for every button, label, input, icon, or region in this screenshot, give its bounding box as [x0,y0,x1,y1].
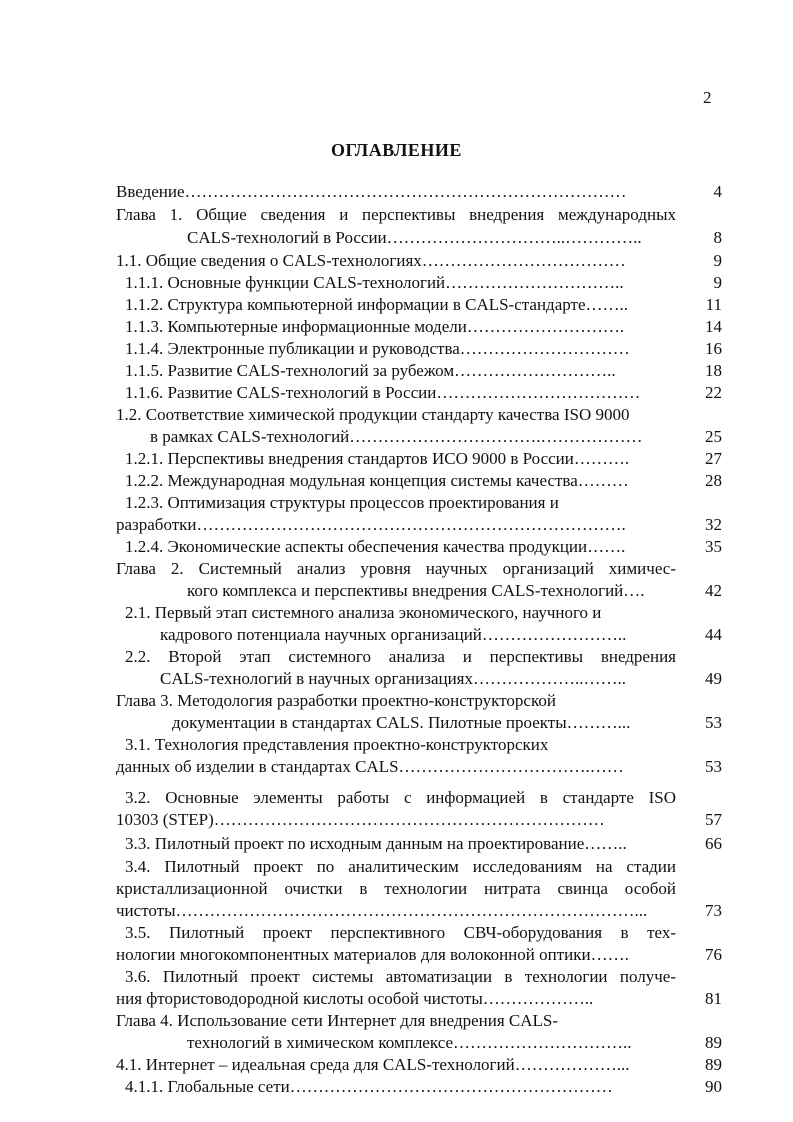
toc-entry-text: технологий в химическом комплексе………………………….. [187,1033,632,1052]
toc-line [0,204,793,226]
toc-line [0,250,793,272]
toc-line [0,1054,793,1076]
toc-page-number: 89 [705,1055,722,1074]
toc-entry-text: 3.1. Технология представления проектно-конструкторских [125,735,549,754]
toc-line [0,558,793,580]
toc-line [0,668,793,690]
toc-line [0,294,793,316]
toc-line [0,580,793,602]
toc-entry-text: 1.1.3. Компьютерные информационные модели………………………. [125,317,625,336]
toc-page-number: 9 [713,273,722,292]
page-title: ОГЛАВЛЕНИЕ [331,140,462,160]
toc-entry-text: 4.1. Интернет – идеальная среда для CALS-технологий………………... [116,1055,630,1074]
toc-entry-text: 1.2.4. Экономические аспекты обеспечения качества продукции……. [125,537,626,556]
toc-line [0,382,793,404]
toc-entry-text: 1.1.2. Структура компьютерной информации в CALS-стандарте…….. [125,295,628,314]
toc-line [0,181,793,203]
toc-page-number: 57 [705,810,722,829]
toc-page-number: 76 [705,945,722,964]
toc-entry-text: кадрового потенциала научных организаций…………………….. [160,625,627,644]
toc-line [0,646,793,668]
toc-entry-text: 3.4. Пилотный проект по аналитическим исследованиям на стадии [125,857,676,876]
toc-page-number: 89 [705,1033,722,1052]
toc-page-number: 32 [705,515,722,534]
toc-line [0,272,793,294]
toc-line [0,900,793,922]
toc-entry-text: Глава 3. Методология разработки проектно-конструкторской [116,691,556,710]
toc-page-number: 28 [705,471,722,490]
toc-entry-text: ния фтористоводородной кислоты особой чистоты……………….. [116,989,594,1008]
toc-entry-text: документации в стандартах CALS. Пилотные проекты………... [172,713,631,732]
toc-page-number: 81 [705,989,722,1008]
toc-page-number: 27 [705,449,722,468]
toc-entry-text: CALS-технологий в научных организациях………………..…….. [160,669,627,688]
toc-line [0,922,793,944]
toc-line [0,966,793,988]
toc-entry-text: 1.1.5. Развитие CALS-технологий за рубежом……………………….. [125,361,616,380]
toc-line [0,602,793,624]
toc-line [0,624,793,646]
toc-line [0,809,793,831]
toc-entry-text: Глава 4. Использование сети Интернет для внедрения CALS- [116,1011,559,1030]
toc-page-number: 14 [705,317,722,336]
toc-entry-text: 1.2. Соответствие химической продукции стандарту качества ISO 9000 [116,405,630,424]
toc-entry-text: в рамках CALS-технологий…………………………….……………… [150,427,643,446]
toc-page-number: 53 [705,757,722,776]
toc-line [0,338,793,360]
toc-line [0,787,793,809]
toc-line [0,536,793,558]
toc-line [0,470,793,492]
toc-page-number: 44 [705,625,722,644]
toc-line [0,944,793,966]
toc-entry-text: 2.1. Первый этап системного анализа экономического, научного и [125,603,602,622]
toc-entry-text: 2.2. Второй этап системного анализа и перспективы внедрения [125,647,676,666]
toc-page-number: 49 [705,669,722,688]
toc-entry-text: 10303 (STEP)…………………………………………………………… [116,810,605,829]
toc-page-number: 35 [705,537,722,556]
toc-entry-text: 1.2.3. Оптимизация структуры процессов проектирования и [125,493,559,512]
toc-page-number: 25 [705,427,722,446]
toc-page-number: 18 [705,361,722,380]
toc-line [0,690,793,712]
toc-entry-text: кого комплекса и перспективы внедрения CALS-технологий…. [187,581,645,600]
toc-entry-text: 3.5. Пилотный проект перспективного СВЧ-оборудования в тех- [125,923,676,942]
toc-line [0,856,793,878]
toc-line [0,360,793,382]
toc-page-number: 11 [705,295,722,314]
toc-page-number: 4 [713,182,722,201]
toc-line [0,756,793,778]
toc-line [0,712,793,734]
toc-line [0,833,793,855]
toc-entry-text: CALS-технологий в России…………………………..………….. [187,228,642,247]
toc-line [0,1076,793,1098]
toc-entry-text: 1.1.6. Развитие CALS-технологий в России……………………………… [125,383,641,402]
toc-line [0,316,793,338]
toc-page-number: 66 [705,834,722,853]
toc-entry-text: 1.1. Общие сведения о CALS-технологиях……………………………… [116,251,626,270]
toc-entry-text: 1.1.4. Электронные публикации и руководства………………………… [125,339,630,358]
toc-entry-text: Глава 1. Общие сведения и перспективы внедрения международных [116,205,676,224]
toc-page-number: 90 [705,1077,722,1096]
toc-entry-text: кристаллизационной очистки в технологии нитрата свинца особой [116,879,676,898]
toc-line [0,448,793,470]
toc-line [0,227,793,249]
toc-line [0,1032,793,1054]
toc-entry-text: 4.1.1. Глобальные сети………………………………………………… [125,1077,613,1096]
toc-entry-text: разработки…………………………………………………………………. [116,515,626,534]
toc-entry-text: 3.2. Основные элементы работы с информацией в стандарте ISO [125,788,676,807]
toc-entry-text: Введение…………………………………………………………………… [116,182,627,201]
toc-entry-text: 1.1.1. Основные функции CALS-технологий………………………….. [125,273,624,292]
toc-line [0,988,793,1010]
toc-entry-text: 3.3. Пилотный проект по исходным данным на проектирование…….. [125,834,627,853]
toc-line [0,514,793,536]
toc-entry-text: данных об изделии в стандартах CALS…………………………….…… [116,757,624,776]
toc-line [0,492,793,514]
toc-entry-text: 3.6. Пилотный проект системы автоматизации в технологии получе- [125,967,676,986]
toc-page-number: 73 [705,901,722,920]
toc-entry-text: нологии многокомпонентных материалов для волоконной оптики……. [116,945,629,964]
page-number: 2 [703,88,712,107]
toc-page-number: 42 [705,581,722,600]
toc-entry-text: чистоты………………………………………………………………………... [116,901,648,920]
toc-line [0,878,793,900]
toc-entry-text: 1.2.1. Перспективы внедрения стандартов ИСО 9000 в России………. [125,449,630,468]
toc-entry-text: 1.2.2. Международная модульная концепция системы качества……… [125,471,629,490]
toc-line [0,404,793,426]
toc-page-number: 22 [705,383,722,402]
toc-entry-text: Глава 2. Системный анализ уровня научных организаций химичес- [116,559,676,578]
toc-line [0,1010,793,1032]
toc-page-number: 9 [713,251,722,270]
toc-page-number: 16 [705,339,722,358]
toc-line [0,426,793,448]
toc-line [0,734,793,756]
toc-page-number: 8 [713,228,722,247]
toc-page-number: 53 [705,713,722,732]
